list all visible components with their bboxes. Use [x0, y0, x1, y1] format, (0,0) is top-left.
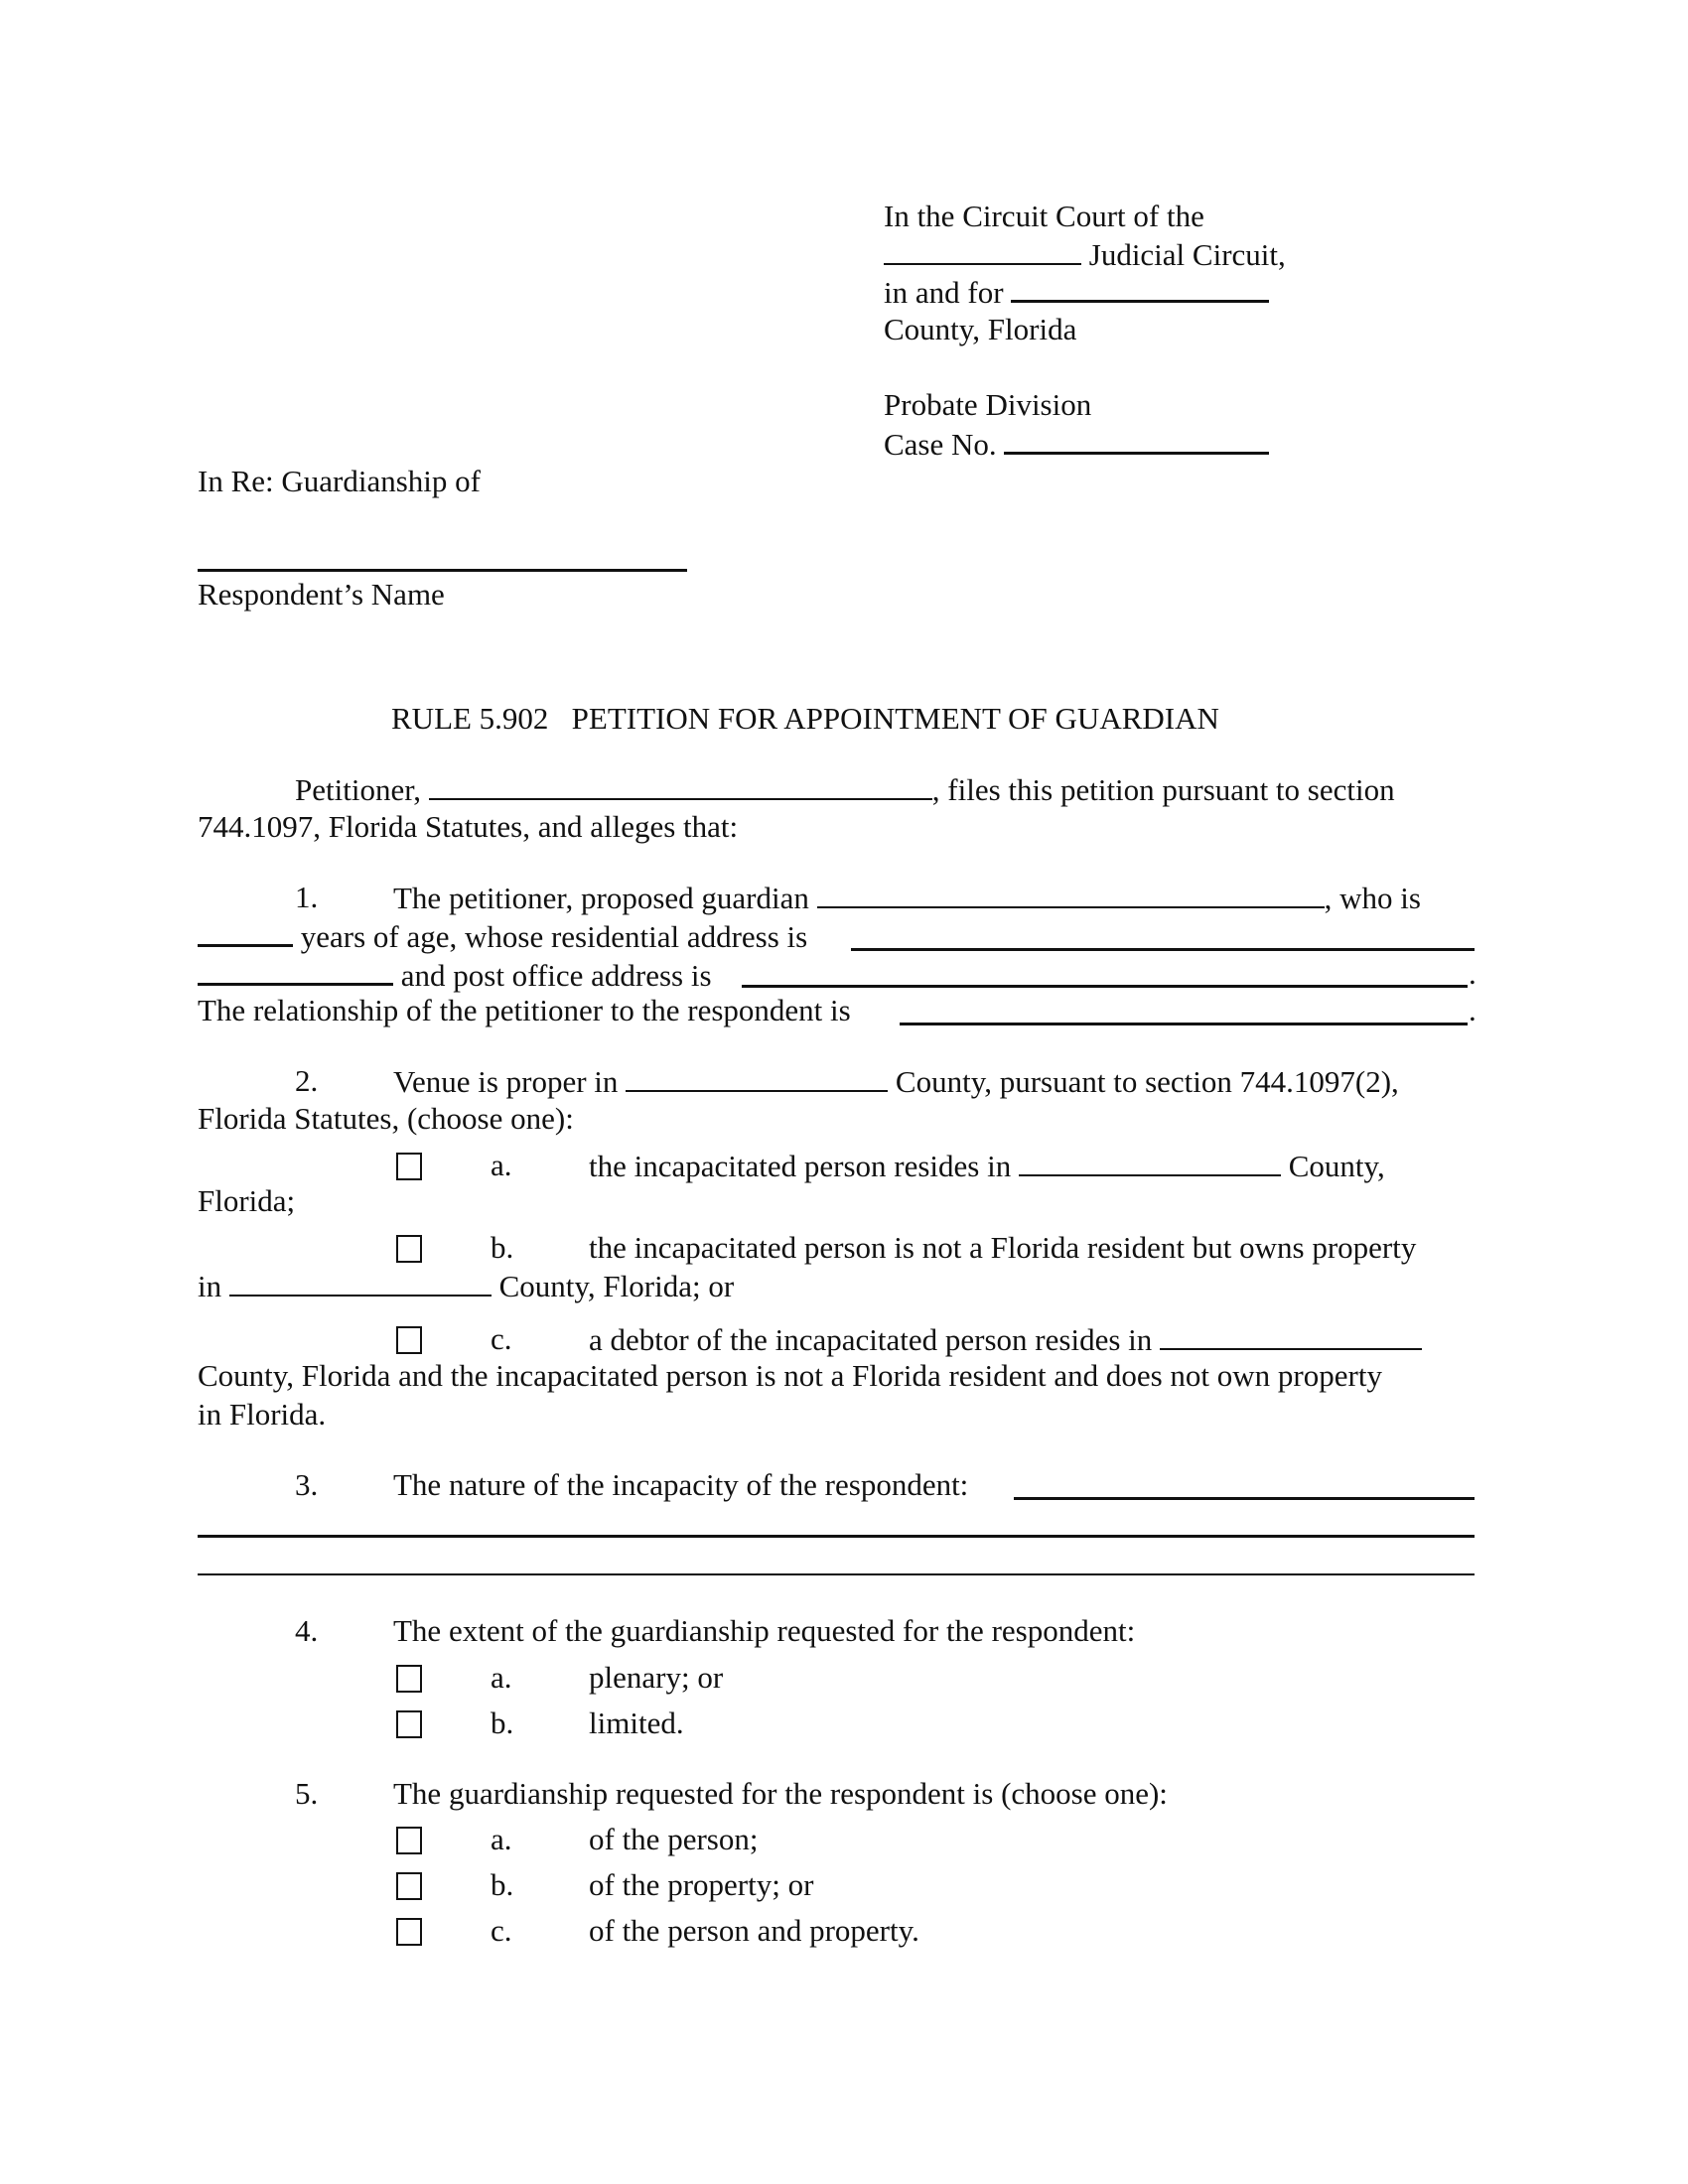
option-text: Florida; [198, 1183, 296, 1218]
age-blank[interactable] [198, 916, 293, 947]
venue-option-c [589, 1320, 1422, 1358]
option-text: County, Florida; or [498, 1269, 735, 1303]
circuit-line [884, 235, 1286, 273]
option-letter: a. [491, 1822, 512, 1856]
in-and-for-label: in and for [884, 275, 1004, 310]
p1-period: . [1469, 993, 1477, 1027]
option-text: of the person and property. [589, 1913, 919, 1948]
option-letter: b. [491, 1706, 514, 1740]
venue-option-c-checkbox[interactable] [396, 1326, 422, 1354]
case-no-blank[interactable] [1004, 424, 1269, 455]
p1-line4: The relationship of the petitioner to the respondent is [198, 993, 851, 1027]
option-text: limited. [589, 1706, 684, 1740]
residential-address-blank-2[interactable] [198, 955, 393, 986]
p1-line3 [198, 955, 712, 993]
p2-text: County, pursuant to section 744.1097(2), [895, 1064, 1399, 1099]
option-b-county-blank[interactable] [229, 1267, 492, 1297]
p1-text: The petitioner, proposed guardian [393, 881, 809, 915]
p1-line2 [198, 916, 807, 954]
intro-text: Petitioner, [295, 772, 422, 807]
petitioner-blank[interactable] [429, 770, 932, 800]
county-line [884, 272, 1269, 310]
p2-text: Florida Statutes, (choose one): [198, 1101, 574, 1136]
residential-address-blank[interactable] [851, 948, 1475, 951]
option-c-county-blank[interactable] [1160, 1320, 1422, 1350]
county-blank[interactable] [1011, 272, 1269, 303]
option-text: County, Florida and the incapacitated person is not a Florida resident and does not own property [198, 1358, 1382, 1393]
p3-num: 3. [295, 1467, 319, 1502]
p5-text: The guardianship requested for the respondent is (choose one): [393, 1776, 1168, 1811]
p1-text: and post office address is [400, 958, 712, 993]
p1-line1 [393, 879, 1421, 916]
option-text: in [198, 1269, 222, 1303]
division: Probate Division [884, 387, 1092, 422]
option-letter: c. [491, 1321, 512, 1356]
option-text: the incapacitated person is not a Florida resident but owns property [589, 1230, 1417, 1265]
p5-num: 5. [295, 1776, 319, 1811]
option-letter: c. [491, 1913, 512, 1948]
option-letter: b. [491, 1230, 514, 1265]
venue-county-blank[interactable] [626, 1062, 888, 1092]
intro-text: , files this petition pursuant to section [931, 772, 1395, 807]
option-letter: a. [491, 1148, 512, 1182]
case-no-label: Case No. [884, 427, 997, 462]
person-checkbox[interactable] [396, 1827, 422, 1854]
p1-text: , who is [1324, 881, 1421, 915]
circuit-blank[interactable] [884, 235, 1081, 265]
option-text: of the property; or [589, 1867, 814, 1902]
incapacity-blank[interactable] [1014, 1497, 1475, 1500]
incapacity-blank-3[interactable] [198, 1573, 1475, 1575]
court-name: In the Circuit Court of the [884, 199, 1204, 233]
property-checkbox[interactable] [396, 1872, 422, 1900]
p2-line1 [393, 1062, 1399, 1100]
p1-num: 1. [295, 880, 319, 914]
intro-text: 744.1097, Florida Statutes, and alleges that: [198, 809, 739, 844]
county-florida: County, Florida [884, 312, 1077, 346]
intro-line [295, 770, 1395, 808]
p4-num: 4. [295, 1613, 319, 1648]
option-text: the incapacitated person resides in [589, 1149, 1012, 1183]
incapacity-blank-2[interactable] [198, 1535, 1475, 1538]
option-letter: b. [491, 1867, 514, 1902]
venue-option-b-line2 [198, 1267, 734, 1304]
option-text: of the person; [589, 1822, 759, 1856]
relationship-blank[interactable] [900, 1023, 1468, 1025]
post-office-address-blank[interactable] [742, 985, 1468, 988]
p1-period: . [1469, 956, 1477, 991]
case-no-line [884, 424, 1269, 462]
p1-text: years of age, whose residential address is [300, 919, 808, 954]
page-title: RULE 5.902 PETITION FOR APPOINTMENT OF GUARDIAN [391, 701, 1219, 736]
p2-num: 2. [295, 1063, 319, 1098]
venue-option-b-checkbox[interactable] [396, 1235, 422, 1263]
p2-text: Venue is proper in [393, 1064, 619, 1099]
in-re: In Re: Guardianship of [198, 464, 481, 498]
venue-option-a [589, 1147, 1385, 1184]
option-letter: a. [491, 1660, 512, 1695]
option-text: plenary; or [589, 1660, 724, 1695]
limited-checkbox[interactable] [396, 1710, 422, 1738]
option-a-county-blank[interactable] [1019, 1147, 1281, 1176]
guardian-name-blank[interactable] [817, 879, 1325, 908]
respondent-name-blank[interactable] [198, 569, 687, 572]
option-text: County, [1288, 1149, 1385, 1183]
person-and-property-checkbox[interactable] [396, 1918, 422, 1946]
option-text: in Florida. [198, 1397, 327, 1432]
p4-text: The extent of the guardianship requested for the respondent: [393, 1613, 1136, 1648]
plenary-checkbox[interactable] [396, 1665, 422, 1693]
venue-option-a-checkbox[interactable] [396, 1153, 422, 1180]
option-text: a debtor of the incapacitated person resides in [589, 1322, 1153, 1357]
circuit-label: Judicial Circuit, [1088, 237, 1286, 272]
respondent-label: Respondent’s Name [198, 577, 445, 612]
p3-text: The nature of the incapacity of the respondent: [393, 1467, 969, 1502]
